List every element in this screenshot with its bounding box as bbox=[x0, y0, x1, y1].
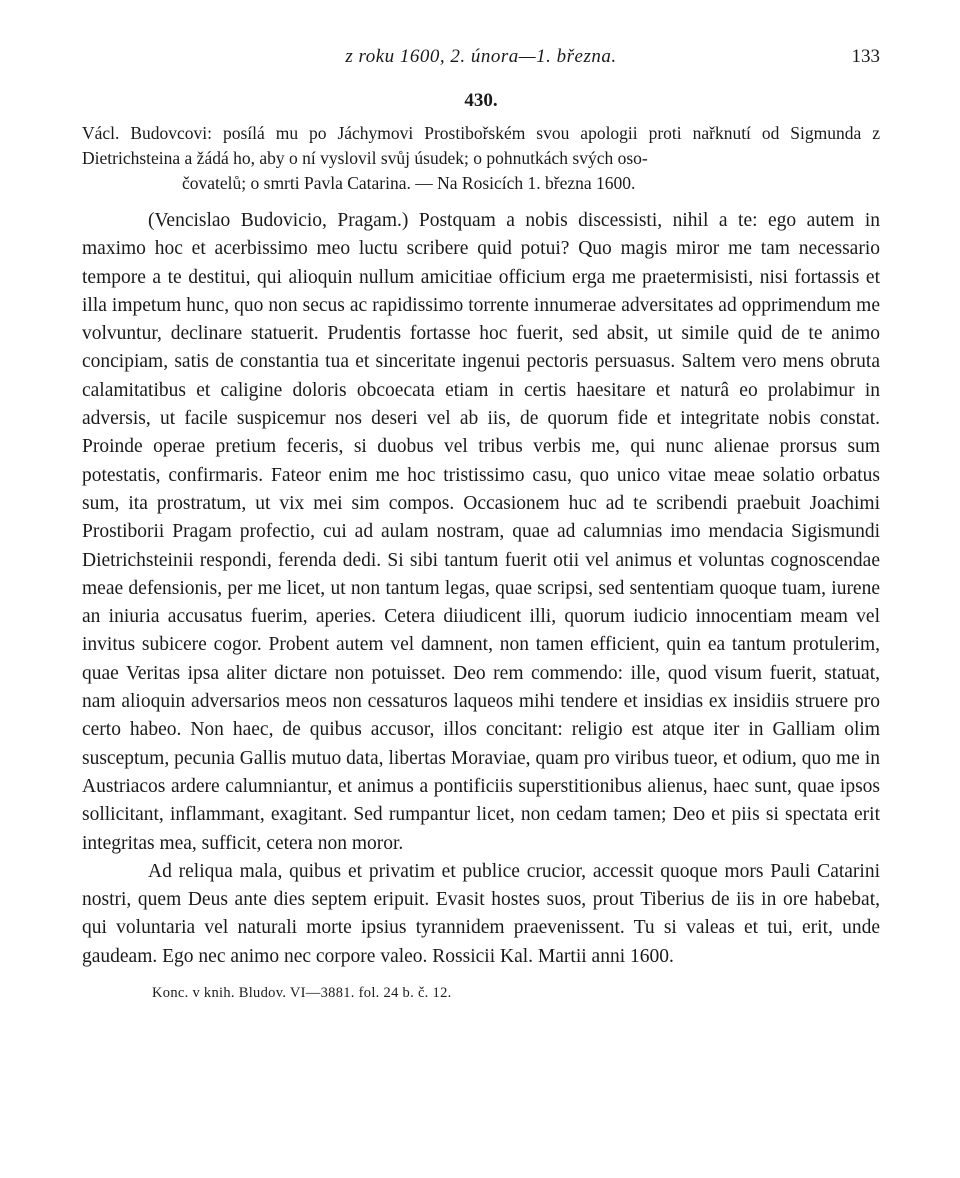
letter-paragraph-2: Ad reliqua mala, quibus et privatim et publice crucior, accessit quoque mors Pauli Catarini nostri, quem Deus ante dies septem eripuit. Evasit hostes suos, prout Tiberius de iis in ore habebat, qui voluntaria vel naturali morte ipsius tyrannidem praevenissent. Tu si valeas et tui, erit, unde gaudeam. Ego nec animo nec corpore valeo. Rossicii Kal. Martii anni 1600. bbox=[82, 860, 880, 967]
book-page bbox=[82, 46, 880, 1002]
page-number: 133 bbox=[851, 46, 880, 67]
source-note: Konc. v knih. Bludov. VI—3881. fol. 24 b. č. 12. bbox=[152, 985, 452, 1002]
running-title: z roku 1600, 2. února—1. března. bbox=[345, 46, 617, 67]
document-number: 430. bbox=[464, 90, 498, 111]
regest-summary: Václ. Budovcovi: posílá mu po Jáchymovi Prostibořském svou apologii proti nařknutí od Sigmunda z Dietrichsteina a žádá ho, aby o ní vyslovil svůj úsudek; o pohnutkách svých oso- bbox=[82, 123, 880, 168]
regest-summary-end: čovatelů; o smrti Pavla Catarina. — Na Rosicích 1. března 1600. bbox=[182, 173, 636, 193]
running-header bbox=[82, 46, 880, 76]
letter-paragraph-1: (Vencislao Budovicio, Pragam.) Postquam a nobis discessisti, nihil a te: ego autem in maximo hoc et acerbissimo meo luctu scribere quid potui? Quo magis miror me tam necessario tempore a te destitui, qui alioquin nullum amicitiae officium erga me praetermisisti, nisi fortassis et illa impetum hunc, quo non secus ac rapidissimo torrente innumerae adversitates ad opprimendum me volvuntur, declinare statuerit. Prudentis fortasse hoc fuerit, sed absit, ut simile quid de te animo concipiam, satis de constantia tua et sinceritate ingenui pectoris persuasus. Saltem vero mens obruta calamitatibus et caligine doloris obcoecata etiam in certis haesitare et naturâ eo prolabimur in adversis, ut facile suspicemur nos deseri vel ab iis, de quorum fide et integritate nobis constat. Proinde operae pretium feceris, si duobus vel tribus verbis me, qui nunc alienae prorsus sum potestatis, confirmaris. Fateor enim me hoc tristissimo casu, quo unico vitae meae solatio orbatus sum, ita prostratum, ut vix mei sim compos. Occasionem huc ad te scribendi praebuit Joachimi Prostiborii Pragam profectio, cui ad aulam nostram, quae ad calumnias imo mendacia Sigismundi Dietrichsteinii respondi, ferenda dedi. Si sibi tantum fuerit otii vel animus et voluntas cognoscendae meae defensionis, per me licet, ut non tantum legas, quae scripsi, sed sententiam quoque tuam, iurene an iniuria accusatus fuerim, aperies. Cetera diiudicent illi, quorum iudicio innocentiam meam vel invitus subicere cogor. Probent autem vel damnent, non tamen efficient, quin ea tantum protulerim, quae Veritas ipsa aliter dictare non potuisset. Deo rem commendo: ille, quod visum fuerit, statuat, nam alioquin adversarios meos non cessaturos laqueos mihi tendere et insidias ex insidiis struere pro certo habeo. Non haec, de quibus accusor, illos concitant: religio est atque iter in Galliam olim susceptum, pecunia Gallis mutuo data, libertas Moraviae, quam pro viribus tueor, et odium, quo me in Austriacos ardere calumniantur, et animus a pontificiis superstitionibus alienus, haec sunt, quae ipsos sollicitant, inflammant, exagitant. Sed rumpantur licet, non cedam tamen; Deo et piis si spectata erit integritas mea, sufficit, cetera non moror. bbox=[82, 210, 880, 854]
